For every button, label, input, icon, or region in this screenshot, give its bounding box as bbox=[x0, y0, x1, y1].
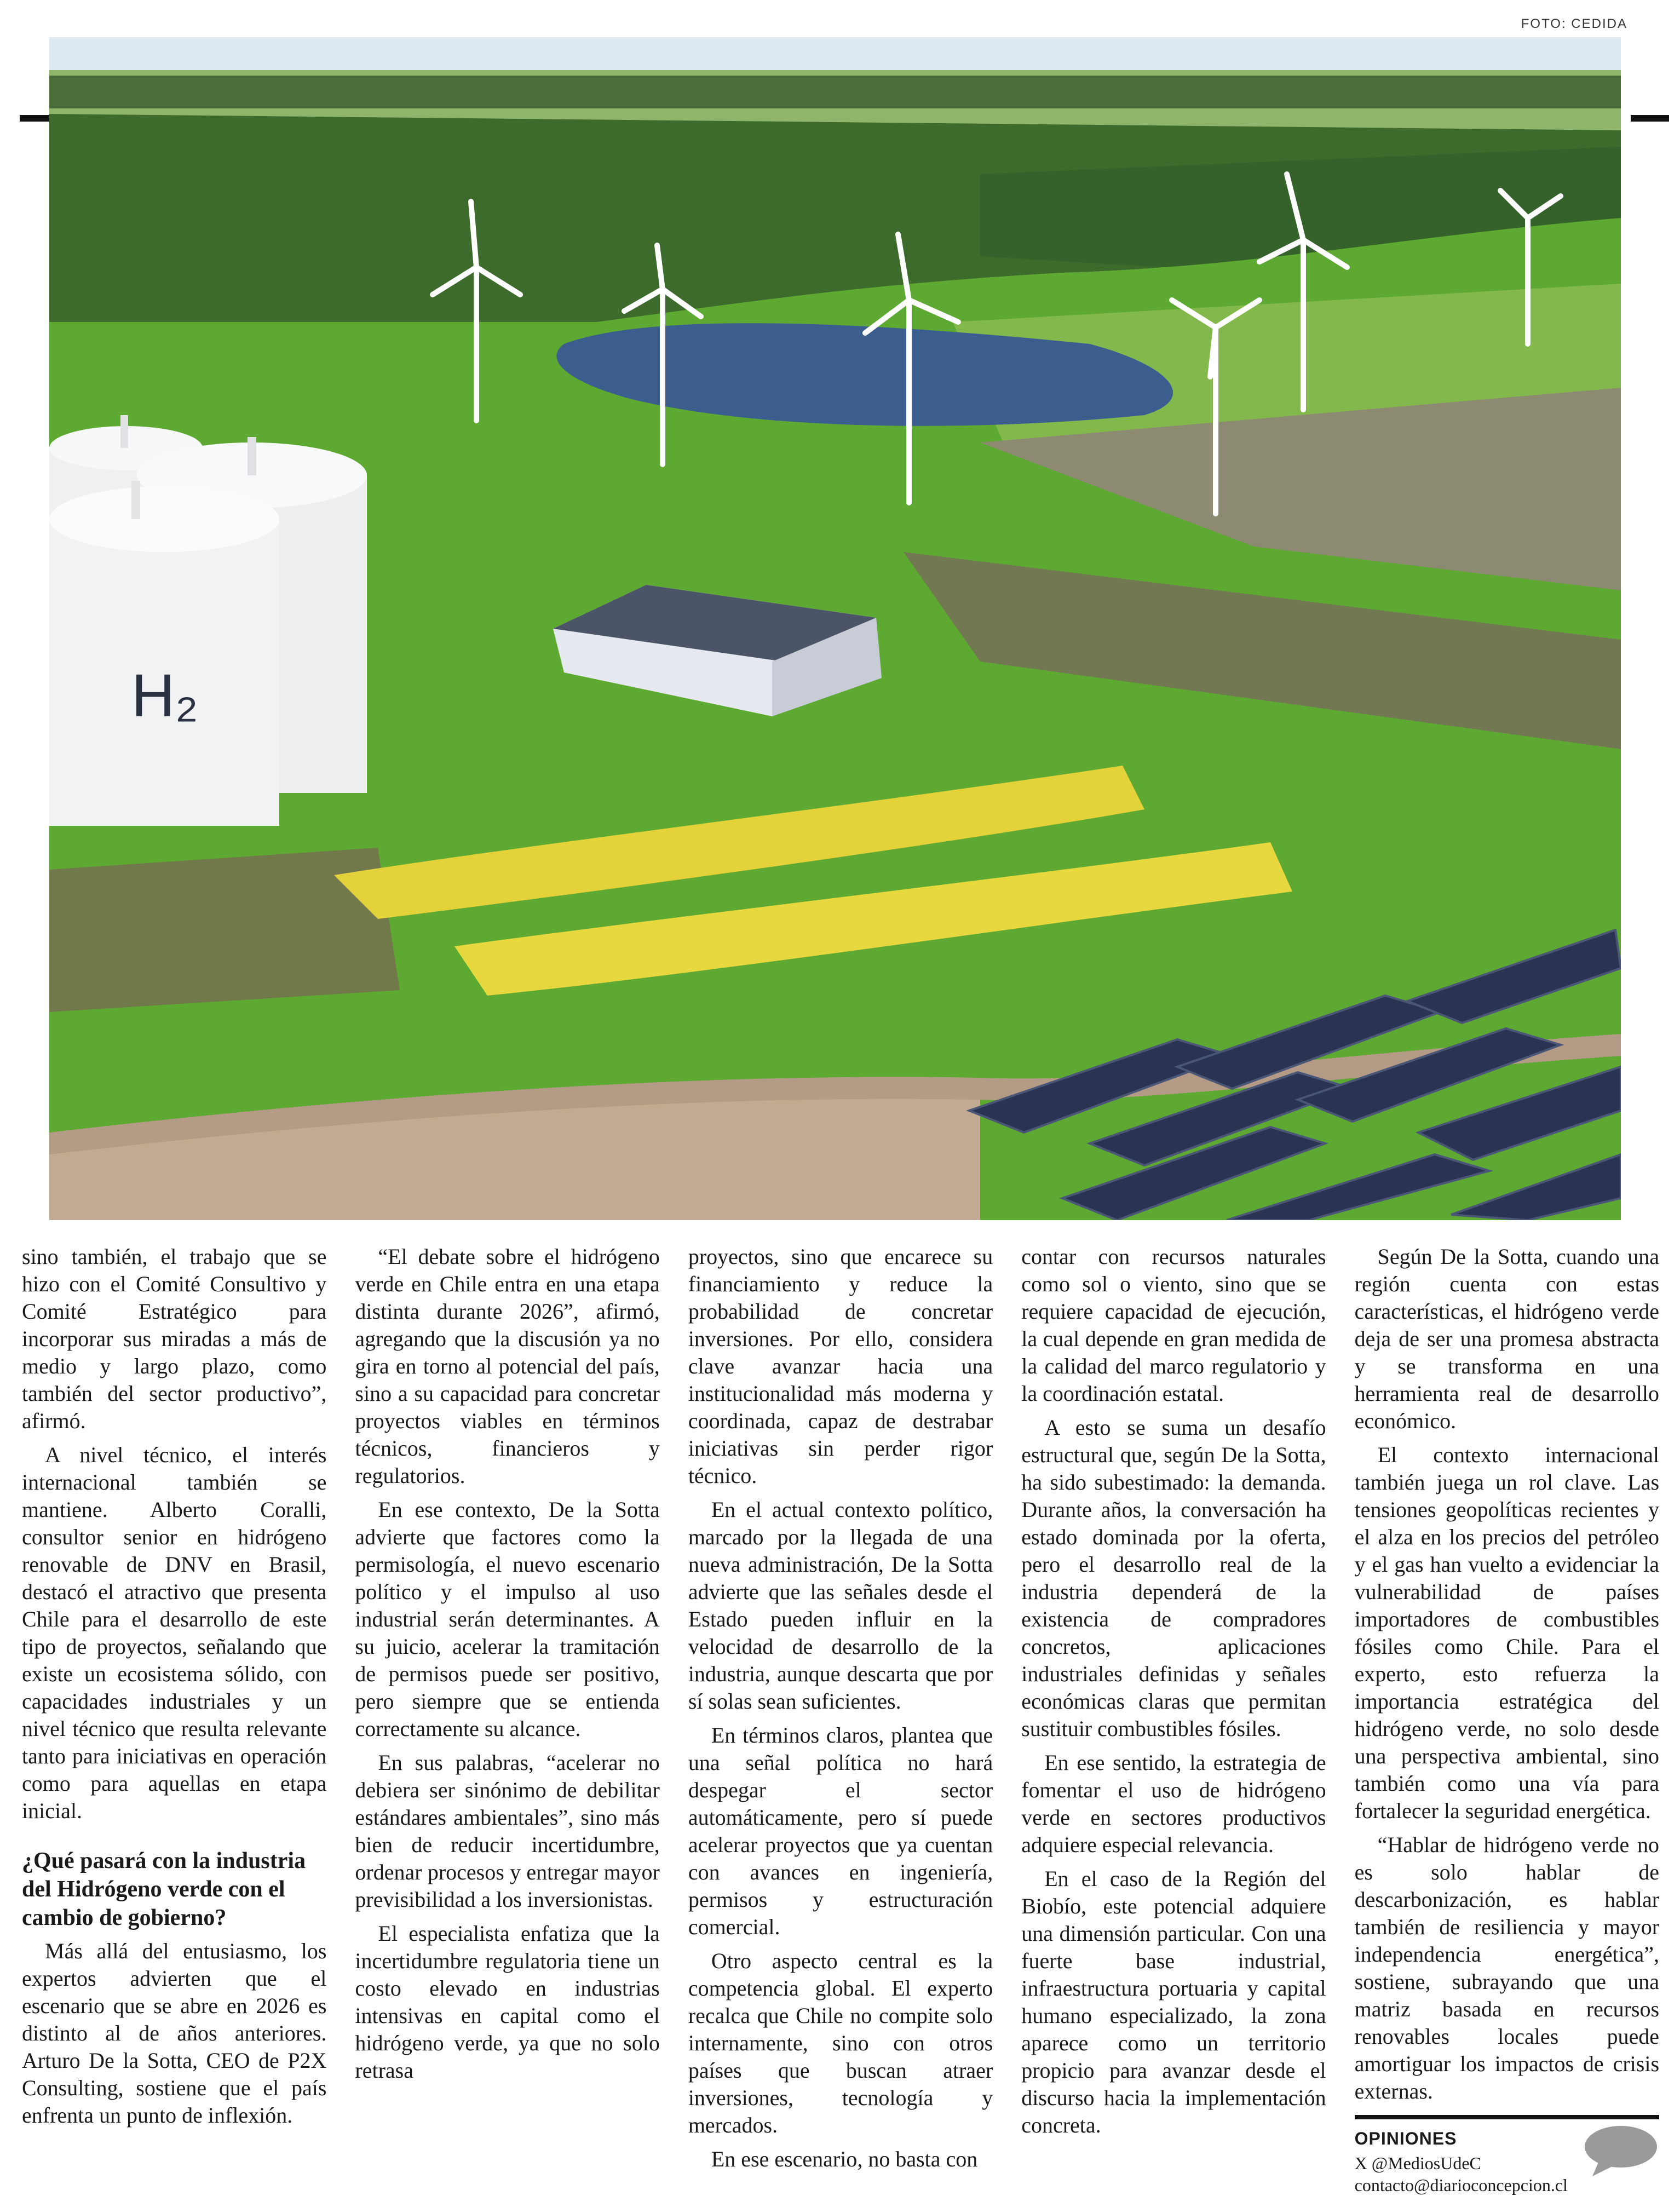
opinions-box bbox=[1355, 2115, 1659, 2196]
photo-credit: FOTO: CEDIDA bbox=[1521, 16, 1627, 31]
paragraph: El especialista enfatiza que la incertidumbre regulatoria tiene un costo elevado en industrias intensivas en capital como el hidrógeno verde, ya que no solo retrasa bbox=[355, 1921, 660, 2083]
section-rule-right bbox=[1631, 115, 1669, 122]
paragraph: “Hablar de hidrógeno verde no es solo hablar de descarbonización, es hablar también de resiliencia y mayor independencia energética”, sostiene, subrayando que una matriz basada en recursos renovables locales puede amortiguar los impactos de crisis externas. bbox=[1354, 1832, 1660, 2103]
hydrogen-plant-photo bbox=[49, 37, 1621, 1220]
article-column-1 bbox=[22, 1243, 327, 2128]
paragraph: En ese sentido, la estrategia de fomentar el uso de hidrógeno verde en sectores productivos adquiere especial relevancia. bbox=[1021, 1750, 1326, 1857]
opinions-label: OPINIONES bbox=[1354, 2129, 1457, 2148]
paragraph: En el caso de la Región del Biobío, este potencial adquiere una dimensión particular. Con una fuerte base industrial, infraestructura portuaria y capital humano especializado, la zona aparece como un territorio propicio para avanzar desde el discurso hacia la implementación concreta. bbox=[1021, 1866, 1326, 2137]
article-column-4 bbox=[1021, 1243, 1326, 2137]
paragraph: En términos claros, plantea que una señal política no hará despegar el sector automáticamente, pero sí puede acelerar proyectos que ya cuentan con avances en ingeniería, permisos y estructuración comercial. bbox=[688, 1723, 993, 1939]
article-column-2 bbox=[355, 1243, 660, 2083]
article-body bbox=[22, 1243, 1660, 2195]
paragraph: En sus palabras, “acelerar no debiera ser sinónimo de debilitar estándares ambientales”, sino más bien de reducir incertidumbre, ordenar procesos y entregar mayor previsibilidad a los inversionistas. bbox=[355, 1750, 660, 1912]
paragraph: A esto se suma un desafío estructural que, según De la Sotta, ha sido subestimado: la demanda. Durante años, la conversación ha estado dominada por la oferta, pero el desarrollo real de la industria dependerá de la existencia de compradores concretos, aplicaciones industriales definidas y señales económicas claras que permitan sustituir combustibles fósiles. bbox=[1021, 1415, 1326, 1741]
paragraph: contar con recursos naturales como sol o viento, sino que se requiere capacidad de ejecución, la cual depende en gran medida de la calidad del marco regulatorio y la coordinación estatal. bbox=[1021, 1244, 1326, 1406]
article-column-3 bbox=[688, 1243, 993, 2171]
paragraph: En ese contexto, De la Sotta advierte que factores como la permisología, el nuevo escenario político y el impulso al uso industrial serán determinantes. A su juicio, acelerar la tramitación de permisos puede ser positivo, pero siempre que se entienda correctamente su alcance. bbox=[355, 1497, 660, 1741]
paragraph: Más allá del entusiasmo, los expertos advierten que el escenario que se abre en 2026 es distinto al de años anteriores. Arturo De la Sotta, CEO de P2X Consulting, sostiene que el país enfrenta un punto de inflexión. bbox=[22, 1939, 327, 2128]
opinions-email[interactable]: contacto@diarioconcepcion.cl bbox=[1354, 2175, 1568, 2195]
tank-label: H₂ bbox=[131, 662, 199, 729]
paragraph: El contexto internacional también juega un rol clave. Las tensiones geopolíticas recientes y el alza en los precios del petróleo y el gas han vuelto a evidenciar la vulnerabilidad de países importadores de combustibles fósiles como Chile. Para el experto, esto refuerza la importancia estratégica del hidrógeno verde, no solo desde una perspectiva ambiental, sino también como una vía para fortalecer la seguridad energética. bbox=[1354, 1442, 1660, 1823]
paragraph: En el actual contexto político, marcado por la llegada de una nueva administración, De la Sotta advierte que las señales desde el Estado pueden influir en la velocidad de desarrollo de la industria, aunque descarta que por sí solas sean suficientes. bbox=[688, 1497, 993, 1714]
paragraph: Según De la Sotta, cuando una región cuenta con estas características, el hidrógeno verde deja de ser una promesa abstracta y se transforma en una herramienta real de desarrollo económico. bbox=[1354, 1244, 1660, 1433]
paragraph: “El debate sobre el hidrógeno verde en Chile entra en una etapa distinta durante 2026”, afirmó, agregando que la discusión ya no gira en torno al potencial del país, sino a su capacidad para concretar proyectos viables en términos técnicos, financieros y regulatorios. bbox=[355, 1244, 660, 1488]
article-column-5 bbox=[1354, 1243, 1660, 2195]
paragraph: sino también, el trabajo que se hizo con el Comité Consultivo y Comité Estratégico para incorporar sus miradas a más de medio y largo plazo, como también del sector productivo”, afirmó. bbox=[22, 1244, 327, 1433]
paragraph: A nivel técnico, el interés internacional también se mantiene. Alberto Coralli, consultor senior en hidrógeno renovable de DNV en Brasil, destacó el atractivo que presenta Chile para el desarrollo de este tipo de proyectos, señalando que existe un ecosistema sólido, con capacidades industriales y un nivel técnico que resulta relevante tanto para iniciativas en operación como para aquellas en etapa inicial. bbox=[22, 1442, 327, 1823]
sky bbox=[49, 37, 1621, 76]
paragraph: Otro aspecto central es la competencia global. El experto recalca que Chile no compite solo internamente, sino con otros países que buscan atraer inversiones, tecnología y mercados. bbox=[688, 1948, 993, 2137]
hydrogen-tanks bbox=[49, 415, 367, 826]
paragraph: En ese escenario, no basta con bbox=[711, 2147, 978, 2171]
paragraph: proyectos, sino que encarece su financiamiento y reduce la probabilidad de concretar inversiones. Por ello, considera clave avanzar hacia una institucionalidad más moderna y coordinada, capaz de destrabar iniciativas sin perder rigor técnico. bbox=[688, 1244, 993, 1488]
section-heading: ¿Qué pasará con la industria del Hidrógeno verde con el cambio de gobierno? bbox=[22, 1848, 306, 1930]
opinions-social[interactable]: X @MediosUdeC bbox=[1354, 2153, 1481, 2173]
speech-bubble-icon bbox=[1583, 2124, 1659, 2178]
